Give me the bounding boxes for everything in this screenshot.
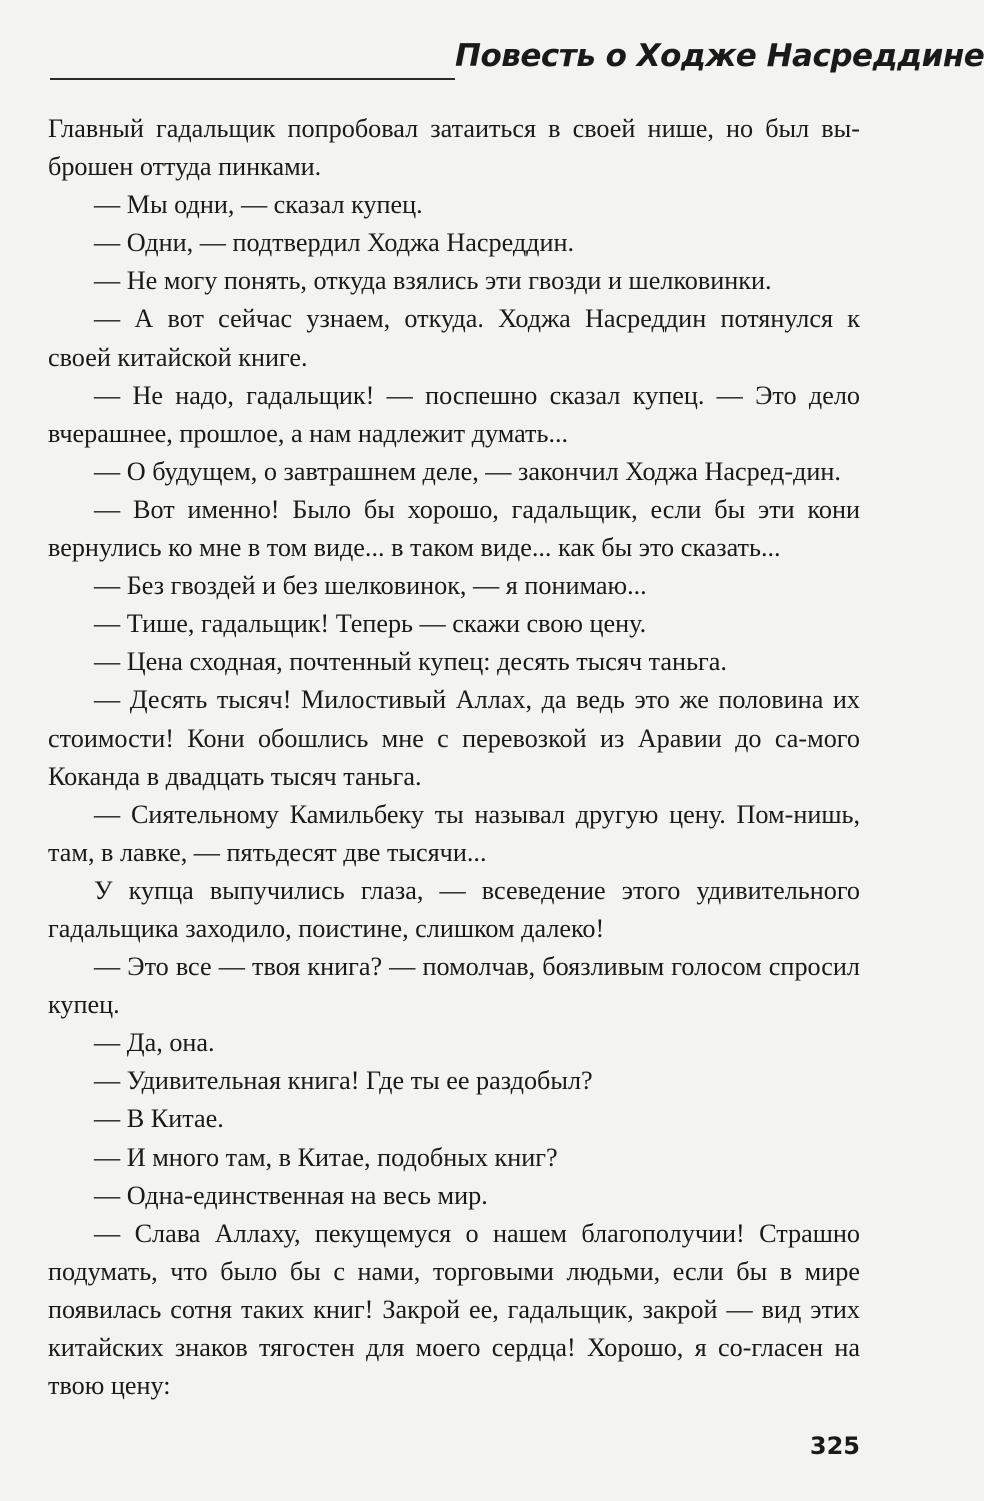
paragraph: — О будущем, о завтрашнем деле, — закончил Ходжа Насред-дин.	[94, 456, 841, 486]
paragraph: — Десять тысяч! Милостивый Аллах, да ведь это же половина их стоимости! Кони обошлись мне с перевозкой из Аравии до са-мого Коканда в двадцать тысяч таньга.	[48, 685, 860, 791]
page-number: 325	[809, 1432, 860, 1460]
paragraph: — Не надо, гадальщик! — поспешно сказал купец. — Это дело вчерашнее, прошлое, а нам надлежит думать...	[48, 380, 860, 448]
paragraph: — Тише, гадальщик! Теперь — скажи свою цену.	[94, 609, 647, 639]
paragraph: — Слава Аллаху, пекущемуся о нашем благополучии! Страшно подумать, что было бы с нами, торговыми людьми, если бы в мире появилась сотня таких книг! Закрой ее, гадальщик, закрой — вид этих китайских знаков тягостен для моего сердца! Хорошо, я со-гласен на твою цену:	[48, 1218, 860, 1401]
paragraph: — Одни, — подтвердил Ходжа Насреддин.	[94, 228, 575, 258]
paragraph: — И много там, в Китае, подобных книг?	[94, 1142, 558, 1172]
paragraph: — Вот именно! Было бы хорошо, гадальщик, если бы эти кони вернулись ко мне в том виде... в таком виде... как бы это сказать...	[48, 494, 860, 563]
paragraph: — Без гвоздей и без шелковинок, — я понимаю...	[94, 571, 647, 601]
paragraph: — Удивительная книга! Где ты ее раздобыл?	[94, 1066, 593, 1096]
paragraph: — Не могу понять, откуда взялись эти гвозди и шелковинки.	[94, 266, 772, 296]
paragraph: — Сиятельному Камильбеку ты называл другую цену. Пом-нишь, там, в лавке, — пятьдесят две тысячи...	[48, 799, 860, 867]
running-header	[50, 38, 984, 88]
paragraph: У купца выпучились глаза, — всеведение этого удивительного гадальщика заходило, поистине, слишком далеко!	[48, 875, 860, 943]
paragraph: — Мы одни, — сказал купец.	[94, 190, 423, 220]
body-text	[48, 110, 860, 1405]
book-title: Повесть о Ходже Насреддине	[455, 38, 984, 74]
paragraph: Главный гадальщик попробовал затаиться в своей нише, но был вы-брошен оттуда пинками.	[48, 114, 860, 182]
paragraph: — Да, она.	[94, 1028, 215, 1058]
paragraph: — Это все — твоя книга? — помолчав, боязливым голосом спросил купец.	[48, 952, 860, 1020]
paragraph: — Цена сходная, почтенный купец: десять тысяч таньга.	[94, 647, 727, 677]
header-rule	[50, 78, 455, 80]
paragraph: — А вот сейчас узнаем, откуда. Ходжа Насреддин потянулся к своей китайской книге.	[48, 304, 860, 372]
paragraph: — В Китае.	[94, 1104, 224, 1134]
paragraph: — Одна-единственная на весь мир.	[94, 1180, 488, 1210]
